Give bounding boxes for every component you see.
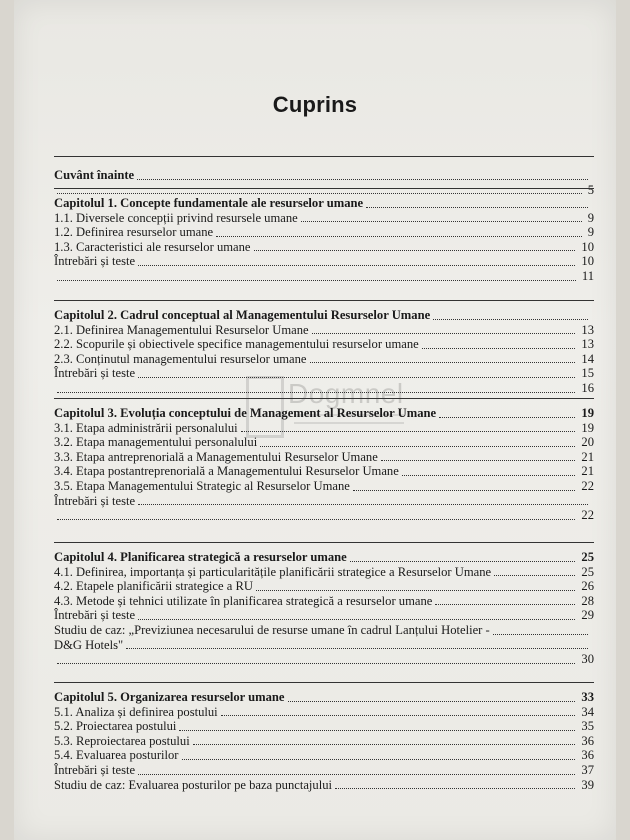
toc-entry	[54, 778, 594, 793]
dot-leader	[256, 590, 575, 591]
toc-entry	[54, 748, 594, 763]
toc-page-number: 10	[581, 254, 594, 269]
toc-section	[54, 550, 594, 667]
toc-page-number: 19	[581, 406, 594, 420]
toc-entry	[54, 435, 594, 450]
toc-entry-label: Întrebări și teste	[54, 762, 136, 777]
toc-entry-label: 3.1. Etapa administrării personalului	[54, 420, 238, 435]
page-title: Cuprins	[272, 92, 358, 117]
toc-entry	[54, 508, 594, 523]
toc-page-number: 29	[581, 608, 594, 623]
dot-leader	[310, 362, 575, 363]
toc-entry	[54, 323, 594, 338]
toc-entry-label: Întrebări și teste	[54, 366, 136, 381]
toc-entry-label: 5.3. Reproiectarea postului	[54, 733, 190, 748]
dot-leader	[57, 392, 575, 393]
toc-page-number: 39	[581, 777, 594, 792]
toc-page-number: 9	[587, 225, 594, 240]
toc-page-number: 37	[581, 762, 594, 777]
toc-chapter-heading	[54, 168, 594, 183]
dot-leader	[353, 490, 575, 491]
dot-leader	[439, 417, 575, 418]
toc-entry-label: Capitolul 4. Planificarea strategică a resurselor umane	[54, 550, 347, 564]
toc-entry	[54, 652, 594, 667]
dot-leader	[179, 730, 575, 731]
toc-page-number: 19	[581, 420, 594, 435]
dot-leader	[126, 648, 588, 649]
toc-entry-label: Studiu de caz: Evaluarea posturilor pe baza punctajului	[54, 777, 333, 792]
toc-section	[54, 196, 594, 284]
dot-leader	[138, 377, 575, 378]
toc-entry-label: 2.1. Definirea Managementului Resurselor Umane	[54, 322, 309, 337]
toc-entry	[54, 352, 594, 367]
dot-leader	[57, 663, 575, 664]
dot-leader	[260, 446, 575, 447]
toc-chapter-heading	[54, 550, 594, 565]
toc-entry-label: Întrebări și teste	[54, 254, 136, 269]
toc-chapter-heading	[54, 308, 594, 323]
section-divider	[54, 542, 594, 543]
toc-page-number: 14	[581, 351, 594, 366]
dot-leader	[254, 250, 575, 251]
dot-leader	[182, 759, 575, 760]
toc-entry-label: Capitolul 2. Cadrul conceptual al Managementului Resurselor Umane	[54, 308, 431, 322]
toc-page-number: 28	[581, 593, 594, 608]
toc-entry-label: 1.1. Diversele concepții privind resursele umane	[54, 210, 298, 225]
toc-page-number: 36	[581, 733, 594, 748]
toc-page-number: 35	[581, 719, 594, 734]
toc-entry-label: Studiu de caz: „Previziunea necesarului de resurse umane în cadrul Lanțului Hotelier -	[54, 622, 490, 637]
toc-entry	[54, 594, 594, 609]
dot-leader	[312, 333, 575, 334]
toc-entry-label: 4.2. Etapele planificării strategice a RU	[54, 579, 253, 594]
section-divider	[54, 682, 594, 683]
toc-entry	[54, 638, 594, 653]
toc-page-number: 16	[581, 380, 594, 395]
dot-leader	[301, 221, 582, 222]
dot-leader	[193, 744, 575, 745]
toc-entry	[54, 464, 594, 479]
toc-page-number: 34	[581, 704, 594, 719]
dot-leader	[494, 575, 575, 576]
section-divider	[54, 398, 594, 399]
toc-entry	[54, 763, 594, 778]
toc-page-number: 13	[581, 337, 594, 352]
dot-leader	[57, 280, 576, 281]
toc-entry	[54, 494, 594, 509]
dot-leader	[138, 619, 575, 620]
toc-page-number: 13	[581, 322, 594, 337]
section-divider	[54, 188, 594, 189]
toc-entry	[54, 381, 594, 396]
toc-entry	[54, 211, 594, 226]
toc-entry	[54, 608, 594, 623]
toc-entry-label: 1.3. Caracteristici ale resurselor umane	[54, 239, 251, 254]
toc-entry	[54, 565, 594, 580]
toc-page-number: 30	[581, 652, 594, 667]
toc-section	[54, 690, 594, 792]
toc-chapter-heading	[54, 690, 594, 705]
toc-entry	[54, 719, 594, 734]
dot-leader	[335, 788, 575, 789]
toc-page-number: 25	[581, 550, 594, 564]
toc-entry-label: D&G Hotels"	[54, 637, 124, 652]
top-divider	[54, 156, 594, 157]
toc-entry	[54, 579, 594, 594]
dot-leader	[381, 460, 575, 461]
toc-entry	[54, 734, 594, 749]
toc-entry-label: 2.2. Scopurile și obiectivele specifice managementului resurselor umane	[54, 337, 419, 352]
toc-entry	[54, 479, 594, 494]
toc-entry-label: 5.4. Evaluarea posturilor	[54, 748, 179, 763]
dot-leader	[433, 319, 588, 320]
toc-entry-label: 3.2. Etapa managementului personalului	[54, 435, 258, 450]
toc-page-number: 26	[581, 579, 594, 594]
dot-leader	[138, 774, 575, 775]
dot-leader	[366, 207, 588, 208]
toc-entry	[54, 337, 594, 352]
toc-page-number: 20	[581, 435, 594, 450]
dot-leader	[288, 701, 575, 702]
toc-section	[54, 168, 594, 197]
toc-entry	[54, 225, 594, 240]
toc-page-number: 21	[581, 464, 594, 479]
toc-page-number: 21	[581, 449, 594, 464]
dot-leader	[138, 265, 575, 266]
dot-leader	[137, 179, 588, 180]
toc-entry-label: 2.3. Conținutul managementului resurselor umane	[54, 351, 307, 366]
toc-entry	[54, 269, 594, 284]
watermark-text: Dogmnel	[288, 378, 404, 409]
dot-leader	[57, 193, 582, 194]
toc-page-number: 10	[581, 239, 594, 254]
toc-entry	[54, 705, 594, 720]
toc-entry-label: Întrebări și teste	[54, 608, 136, 623]
toc-entry-label: 5.2. Proiectarea postului	[54, 719, 177, 734]
toc-entry	[54, 366, 594, 381]
toc-page-number: 22	[581, 508, 594, 523]
dot-leader	[241, 431, 575, 432]
toc-entry	[54, 623, 594, 638]
toc-entry-label: 3.3. Etapa antreprenorială a Managementului Resurselor Umane	[54, 449, 378, 464]
toc-page-number: 5	[587, 182, 594, 197]
toc-chapter-heading	[54, 196, 594, 211]
dot-leader	[402, 475, 575, 476]
dot-leader	[435, 604, 575, 605]
toc-entry	[54, 254, 594, 269]
toc-page-number: 9	[587, 210, 594, 225]
dot-leader	[57, 519, 575, 520]
toc-page-number: 11	[581, 268, 594, 283]
toc-page-number: 22	[581, 478, 594, 493]
toc-entry	[54, 240, 594, 255]
toc-entry-label: 3.4. Etapa postantreprenorială a Managementului Resurselor Umane	[54, 464, 399, 479]
dot-leader	[216, 236, 582, 237]
toc-page-number: 33	[581, 690, 594, 704]
toc-entry-label: 3.5. Etapa Managementului Strategic al Resurselor Umane	[54, 478, 350, 493]
toc-section	[54, 406, 594, 523]
toc-page-number: 36	[581, 748, 594, 763]
toc-entry-label: Întrebări și teste	[54, 493, 136, 508]
toc-entry-label: Capitolul 3. Evoluția conceptului de Management al Resurselor Umane	[54, 406, 437, 420]
toc-entry-label: Capitolul 5. Organizarea resurselor umane	[54, 690, 285, 704]
toc-entry-label: Capitolul 1. Concepte fundamentale ale resurselor umane	[54, 196, 364, 210]
toc-entry-label: 4.3. Metode și tehnici utilizate în planificarea strategică a resurselor umane	[54, 593, 433, 608]
dot-leader	[493, 634, 588, 635]
dot-leader	[138, 504, 588, 505]
book-page	[14, 0, 616, 840]
toc-chapter-heading	[54, 406, 594, 421]
toc-entry	[54, 450, 594, 465]
dot-leader	[350, 561, 575, 562]
toc-entry-label: 4.1. Definirea, importanța și particularitățile planificării strategice a Resurselor Umane	[54, 564, 492, 579]
toc-page-number: 15	[581, 366, 594, 381]
dot-leader	[422, 348, 575, 349]
section-divider	[54, 300, 594, 301]
toc-section	[54, 308, 594, 396]
toc-entry	[54, 421, 594, 436]
toc-entry-label: Cuvânt înainte	[54, 168, 135, 182]
toc-page-number: 25	[581, 564, 594, 579]
dot-leader	[221, 715, 575, 716]
toc-entry-label: 5.1. Analiza și definirea postului	[54, 704, 218, 719]
toc-entry	[54, 183, 594, 198]
toc-entry-label: 1.2. Definirea resurselor umane	[54, 225, 214, 240]
